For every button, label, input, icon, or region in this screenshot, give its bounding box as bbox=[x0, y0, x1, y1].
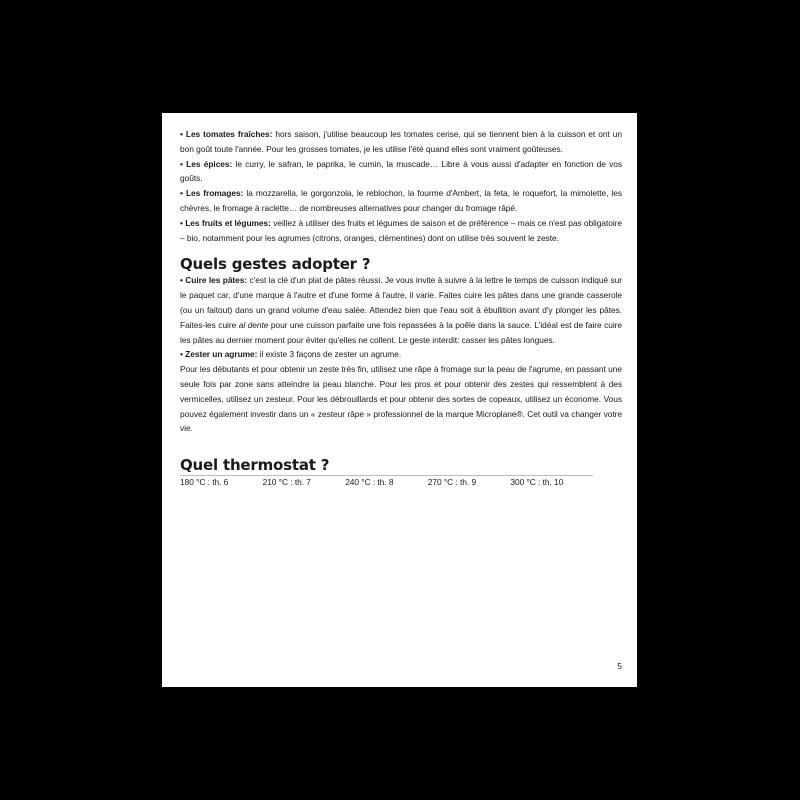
ingredient-label: Les tomates fraîches: bbox=[185, 129, 273, 139]
geste-italic: al dente bbox=[238, 319, 269, 330]
thermostat-item: 180 °C : th. 6 bbox=[180, 477, 229, 488]
zeste-paragraph: Pour les débutants et pour obtenir un zeste très fin, utilisez une râpe à fromage sur la peau de l'agrume, en passant une seule fois par zone sans atteindre la peau blanche. Pour les pros et pour obtenir des zestes qui ressemblent à des vermicelles, utilisez un zesteur. Pour les débrouillards et pour obtenir des sortes de copeaux, utilisez un économe. Vous pouvez également investir dans un « zesteur râpe » professionnel de la marque Microplane®. Cet outil va changer votre vie. bbox=[180, 364, 622, 434]
ingredient-tomates: • Les tomates fraîches: hors saison, j'utilise beaucoup les tomates cerise, qui se tiennent bien à la cuisson et ont un bon goût toute l'année. Pour les grosses tomates, je les utilise l'été quand elles sont vraiment goûteuses. bbox=[180, 129, 622, 154]
thermostat-item: 300 °C : th. 10 bbox=[510, 477, 564, 488]
geste-text: c'est la clé d'un plat de pâtes réussi. Je vous invite à suivre à la lettre le temps de cuisson indiqué sur le paquet car, d'une marque à l'autre et d'une forme à l'autre, il varie. Faites cuire les pâtes dans une grande casserole (ou un faitout) dans un grand volume d'eau salée. Attendez bien que l'eau soit à ébullition avant d'y plonger les pâtes. Faites-les cuire bbox=[180, 275, 622, 330]
thermostat-item: 270 °C : th. 9 bbox=[427, 477, 477, 488]
section-title-thermostat: Quel thermostat ? bbox=[180, 456, 330, 475]
ingredient-text: le curry, le safran, le paprika, le cumin, la muscade… Libre à vous aussi d'adapter en fonction de vos goûts. bbox=[180, 158, 622, 184]
document-page bbox=[162, 113, 637, 687]
section-title-gestes: Quels gestes adopter ? bbox=[180, 255, 371, 274]
ingredient-label: Les fromages: bbox=[185, 188, 244, 199]
geste-label: Zester un agrume: bbox=[185, 349, 258, 360]
ingredient-label: Les épices: bbox=[186, 158, 233, 169]
thermostat-item: 210 °C : th. 7 bbox=[262, 477, 311, 488]
page-content bbox=[180, 127, 622, 488]
ingredient-label: Les fruits et légumes: bbox=[185, 217, 271, 228]
geste-zester: • Zester un agrume: il existe 3 façons de zester un agrume. bbox=[180, 349, 402, 360]
geste-text-end: pour une cuisson parfaite une fois repassées à la poêle dans la sauce. L'idéal est de faire cuire les pâtes au dernier moment pour éviter qu'elles ne collent. Le geste interdit: casser les pâtes longues. bbox=[180, 319, 623, 345]
ingredient-fromages: • Les fromages: la mozzarella, le gorgonzola, le reblochon, la fourme d'Ambert, la feta, le roquefort, la mimolette, les chèvres, le fromage à raclette… de nombreuses alternatives pour changer du fromage râpé. bbox=[180, 188, 622, 213]
ingredient-text: la mozzarella, le gorgonzola, le reblochon, la fourme d'Ambert, la feta, le roquefort, la mimolette, les chèvres, le fromage à raclette… de nombreuses alternatives pour changer du fromage râpé. bbox=[180, 188, 622, 213]
ingredient-text: hors saison, j'utilise beaucoup les tomates cerise, qui se tiennent bien à la cuisson et ont un bon goût toute l'année. Pour les grosses tomates, je les utilise l'été quand elles sont vraiment goûteuses. bbox=[180, 129, 622, 154]
thermostat-item: 240 °C : th. 8 bbox=[345, 477, 394, 488]
geste-label: Cuire les pâtes: bbox=[185, 275, 248, 286]
ingredient-epices: • Les épices: le curry, le safran, le paprika, le cumin, la muscade… Libre à vous aussi d'adapter en fonction de vos goûts. bbox=[180, 158, 622, 184]
thermostat-table bbox=[180, 475, 593, 488]
geste-cuire-pates: • Cuire les pâtes: c'est la clé d'un plat de pâtes réussi. Je vous invite à suivre à la lettre le temps de cuisson indiqué sur le paquet car, d'une marque à l'autre et d'une forme à l'autre, il varie. Faites cuire les pâtes dans une grande casserole (ou un faitout) dans un grand volume d'eau salée. Attendez bien que l'eau soit à ébullition avant d'y plonger les pâtes. Faites-les cuire al dente pour une cuisson parfaite une fois repassées à la poêle dans la sauce. L'idéal est de faire cuire les pâtes au dernier moment pour éviter qu'elles ne collent. Le geste interdit: casser les pâtes longues. bbox=[180, 275, 623, 345]
page-number: 5 bbox=[617, 661, 622, 671]
ingredient-fruits-legumes: • Les fruits et légumes: veillez à utiliser des fruits et légumes de saison et de préférence – mais ce n'est pas obligatoire – bio, notamment pour les agrumes (citrons, oranges, clémentines) dont on utilise très souvent le zeste. bbox=[180, 217, 623, 243]
geste-text: il existe 3 façons de zester un agrume. bbox=[257, 349, 402, 360]
ingredient-text: veillez à utiliser des fruits et légumes de saison et de préférence – mais ce n'est pas obligatoire – bio, notamment pour les agrumes (citrons, oranges, clémentines) dont on utilise très souvent le zeste. bbox=[180, 217, 623, 243]
